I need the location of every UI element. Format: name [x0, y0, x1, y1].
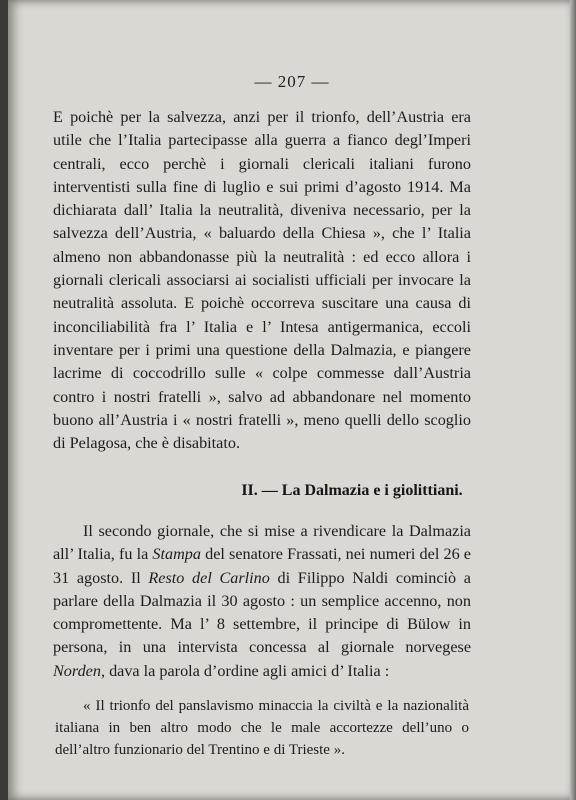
newspaper-title-stampa: Stampa [152, 545, 201, 564]
paragraph-2-text-1: Il secondo giornale, che si mise a rivendicare la Dalmazia all’ Italia, fu la [53, 522, 471, 564]
paragraph-2 [53, 520, 471, 683]
paragraph-2-text-4: , dava la parola d’ordine agli amici d’ Italia : [100, 661, 390, 680]
page-edge-shadow [570, 0, 576, 800]
section-heading: II. — La Dalmazia e i giolittiani. [241, 482, 463, 499]
newspaper-title-norden: Norden [53, 661, 101, 680]
block-quote: « Il trionfo del panslavismo minaccia la civiltà e la nazionalità italiana in ben altro modo che le male accortezze dell’uno o dell’altro funzionario del Trentino e di Trieste ». [55, 698, 469, 758]
newspaper-title-resto-del-carlino: Resto del Carlino [148, 568, 270, 587]
paragraph-1: E poichè per la salvezza, anzi per il trionfo, dell’Austria era utile che l’Italia partecipasse alla guerra a fianco degl’Imperi centrali, ecco perchè i giornali clericali italiani furono interventisti sulla fine di luglio e sui primi d’agosto 1914. Ma dichiarata dall’ Italia la neutralità, diveniva necessario, per la salvezza dell’Austria, « baluardo della Chiesa », che l’ Italia almeno non abbandonasse più la neutralità : ed ecco allora i giornali clericali associarsi ai socialisti ufficiali per invocare la neutralità assoluta. E poichè occorreva suscitare una causa di inconciliabilità fra l’ Italia e l’ Intesa antigermanica, eccoli inventare per i primi una questione della Dalmazia, e piangere lacrime di coccodrillo sulle « colpe commesse dall’Austria contro i nostri fratelli », salvo ad abbandonare nel momento buono all’Austria i « nostri fratelli », meno quelli dello scoglio di Pelagosa, che è disabitato. [53, 108, 471, 453]
book-page [8, 0, 576, 800]
page-number: — 207 — [254, 72, 330, 91]
paragraph-2-text-2: del senatore Frassati, nei numeri del 26 e 31 agosto. Il [53, 545, 471, 587]
paragraph-2-text-3: di Filippo Naldi cominciò a parlare della Dalmazia il 30 agosto : un semplice accenno, non compromettente. Ma l’ 8 settembre, il principe di Bülow in persona, in una intervista concessa al giornale norvegese [53, 568, 471, 657]
